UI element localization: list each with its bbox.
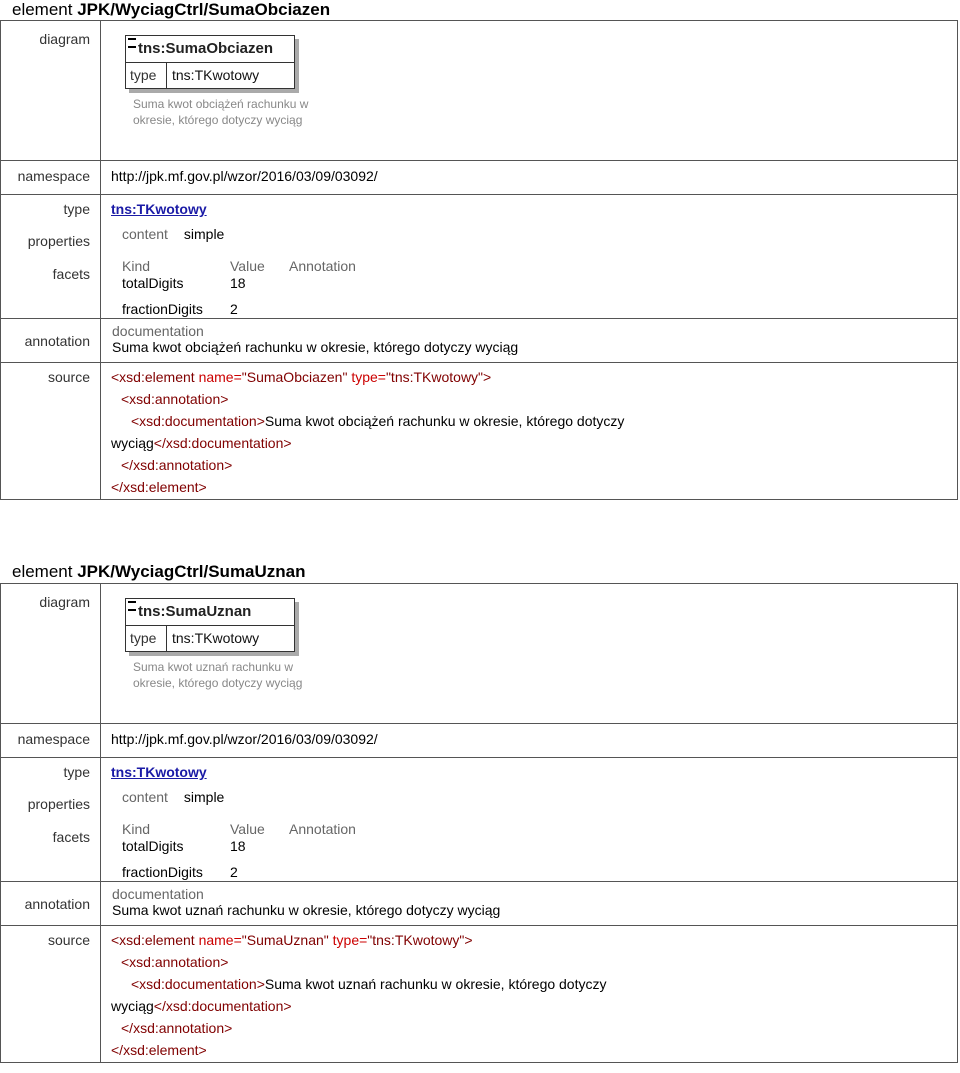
source-label: source — [47, 932, 90, 948]
diagram-label: diagram — [39, 594, 90, 610]
node-type-label: type — [130, 67, 157, 83]
facet-header-annotation: Annotation — [289, 258, 356, 274]
facet-row — [122, 864, 957, 881]
facet-row — [122, 301, 957, 318]
element-table — [0, 583, 958, 1063]
facet-value: 18 — [230, 275, 246, 291]
element-node[interactable] — [125, 598, 295, 652]
documentation-label: documentation — [112, 886, 204, 902]
title-prefix: element — [12, 0, 73, 19]
facet-header-value: Value — [230, 258, 265, 274]
diagram-cell — [101, 21, 958, 161]
namespace-label: namespace — [17, 731, 90, 747]
facet-value: 2 — [230, 301, 238, 317]
facet-header-value: Value — [230, 821, 265, 837]
element-path: JPK/WyciagCtrl/SumaUznan — [77, 562, 306, 581]
properties-label: properties — [27, 233, 90, 249]
facet-value: 2 — [230, 864, 238, 880]
facet-header-kind: Kind — [122, 258, 151, 274]
facets-table — [111, 258, 957, 318]
type-link[interactable]: tns:TKwotowy — [111, 201, 207, 217]
diagram-cell — [101, 584, 958, 724]
documentation-text: Suma kwot obciążeń rachunku w okresie, którego dotyczy wyciąg — [112, 339, 519, 355]
title-prefix: element — [12, 562, 73, 581]
facet-header-annotation: Annotation — [289, 821, 356, 837]
element-path: JPK/WyciagCtrl/SumaObciazen — [77, 0, 331, 19]
facet-header-kind: Kind — [122, 821, 151, 837]
element-node[interactable] — [125, 35, 295, 89]
node-type-label: type — [130, 630, 157, 646]
menu-icon — [128, 601, 136, 611]
facet-kind: totalDigits — [122, 275, 184, 291]
properties-row — [111, 226, 957, 242]
facets-label: facets — [52, 266, 90, 282]
type-label: type — [63, 764, 90, 780]
node-type-value: tns:TKwotowy — [172, 67, 260, 83]
facets-table — [111, 821, 957, 881]
section-title — [12, 0, 330, 20]
facet-row — [122, 275, 957, 292]
properties-row — [111, 789, 957, 805]
namespace-value: http://jpk.mf.gov.pl/wzor/2016/03/09/03092/ — [111, 168, 378, 184]
properties-label: properties — [27, 796, 90, 812]
node-name: tns:SumaUznan — [138, 603, 252, 620]
type-label: type — [63, 201, 90, 217]
facet-kind: fractionDigits — [122, 301, 203, 317]
source-label: source — [47, 369, 90, 385]
facets-label: facets — [52, 829, 90, 845]
type-link[interactable]: tns:TKwotowy — [111, 764, 207, 780]
menu-icon — [128, 38, 136, 48]
source-code: <xsd:element name="SumaUznan" type="tns:TKwotowy"> <xsd:annotation> <xsd:documentation>Suma kwot uznań rachunku w okresie, którego dotyczy wyciąg</xsd:documentation> </xsd:annotation> </xsd:element> — [101, 926, 958, 1063]
diagram-note: Suma kwot uznań rachunku w okresie, którego dotyczy wyciąg — [133, 660, 303, 690]
source-code: <xsd:element name="SumaObciazen" type="tns:TKwotowy"> <xsd:annotation> <xsd:documentation>Suma kwot obciążeń rachunku w okresie, którego dotyczy wyciąg</xsd:documentation> </xsd:annotation> </xsd:element> — [101, 363, 958, 500]
node-type-value: tns:TKwotowy — [172, 630, 260, 646]
documentation-label: documentation — [112, 323, 204, 339]
annotation-label: annotation — [24, 896, 90, 912]
element-table — [0, 20, 958, 500]
annotation-label: annotation — [24, 333, 90, 349]
namespace-value: http://jpk.mf.gov.pl/wzor/2016/03/09/03092/ — [111, 731, 378, 747]
properties-key: content — [122, 226, 168, 242]
properties-value: simple — [183, 789, 225, 805]
namespace-label: namespace — [17, 168, 90, 184]
properties-key: content — [122, 789, 168, 805]
diagram-label: diagram — [39, 31, 90, 47]
facet-kind: fractionDigits — [122, 864, 203, 880]
facet-kind: totalDigits — [122, 838, 184, 854]
section-title — [12, 562, 306, 582]
node-name: tns:SumaObciazen — [138, 40, 274, 57]
diagram-note: Suma kwot obciążeń rachunku w okresie, którego dotyczy wyciąg — [133, 97, 309, 127]
documentation-text: Suma kwot uznań rachunku w okresie, którego dotyczy wyciąg — [112, 902, 501, 918]
facet-value: 18 — [230, 838, 246, 854]
properties-value: simple — [183, 226, 225, 242]
facet-row — [122, 838, 957, 855]
